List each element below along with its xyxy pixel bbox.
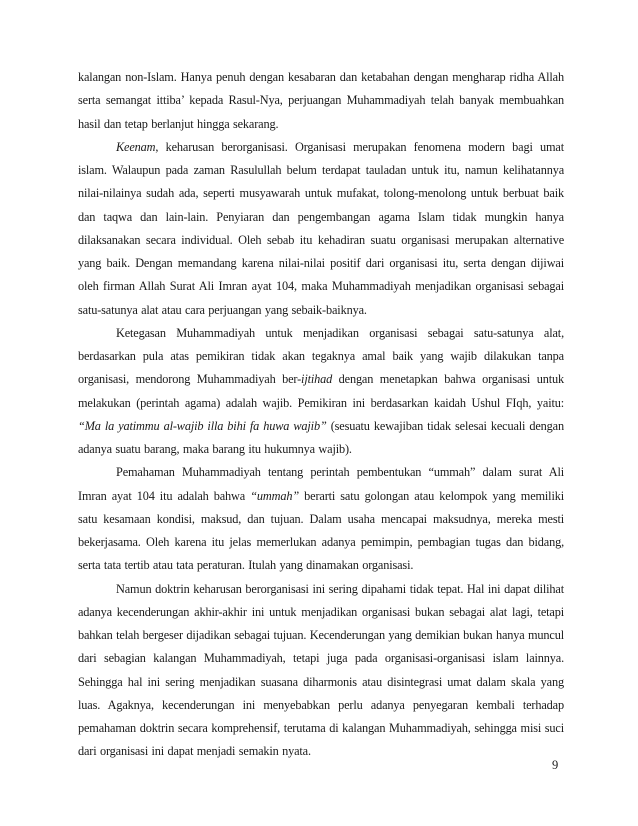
italic-quote: “Ma la yatimmu al-wajib illa bihi fa huwa wajib”: [78, 418, 327, 433]
text-segment: Ketegasan Muhammadiyah untuk menjadikan organisasi sebagai satu-satunya alat, berdasarkan pula atas pemikiran tidak akan tegaknya amal baik yang wajib dilakukan tanpa organisasi, mendorong Muhammadiyah ber-: [78, 325, 564, 387]
italic-term: ijtihad: [301, 372, 333, 387]
paragraph: [78, 578, 564, 764]
paragraph: [78, 461, 564, 577]
italic-term: Keenam: [116, 139, 156, 154]
page-number: 9: [552, 758, 559, 772]
text-segment: kalangan non-Islam. Hanya penuh dengan kesabaran dan ketabahan dengan mengharap ridha Allah serta semangat ittiba’ kepada Rasul-Nya, perjuangan Muhammadiyah telah banyak membuahkan hasil dan tetap berlanjut hingga sekarang.: [78, 70, 564, 131]
text-segment: dengan menetapkan bahwa organisasi untuk melakukan (perintah agama) adalah wajib. Pemikiran ini berdasarkan kaidah Ushul FIqh, yaitu:: [78, 372, 564, 410]
text-segment: (sesuatu kewajiban tidak selesai kecuali dengan adanya suatu barang, maka barang itu hukumnya wajib).: [78, 418, 564, 456]
body-text: [78, 66, 564, 764]
paragraph: [78, 66, 564, 136]
paragraph: [78, 136, 564, 322]
text-segment: Namun doktrin keharusan berorganisasi ini sering dipahami tidak tepat. Hal ini dapat dilihat adanya kecenderungan akhir-akhir ini untuk menjadikan organisasi bukan sebagai alat lagi, tetapi bahkan telah bergeser dijadikan sebagai tujuan. Kecenderungan yang demikian bukan hanya muncul dari sebagian kalangan Muhammadiyah, tetapi juga pada organisasi-organisasi islam lainnya. Sehingga hal ini sering menjadikan suasana diharmonis atau disintegrasi umat dalam skala yang luas. Agaknya, kecenderungan ini menyebabkan perlu adanya penyegaran kembali terhadap pemahaman doktrin secara komprehensif, terutama di kalangan Muhammadiyah, sehingga misi suci dari organisasi ini dapat menjadi semakin nyata.: [78, 581, 564, 759]
text-segment: , keharusan berorganisasi. Organisasi merupakan fenomena modern bagi umat islam. Walaupun pada zaman Rasulullah belum terdapat tauladan untuk itu, namun kelihatannya nilai-nilainya sudah ada, seperti musyawarah untuk mufakat, tolong-menolong untuk berbuat baik dan taqwa dan lain-lain. Penyiaran dan pengembangan agama Islam tidak mungkin hanya dilaksanakan secara individual. Oleh sebab itu kehadiran suatu organisasi merupakan alternative yang baik. Dengan memandang karena nilai-nilai positif dari organisasi itu, serta dengan dijiwai oleh firman Allah Surat Ali Imran ayat 104, maka Muhammadiyah menjadikan organisasi sebagai satu-satunya alat atau cara perjuangan yang sebaik-baiknya.: [78, 139, 564, 317]
text-segment: berarti satu golongan atau kelompok yang memiliki satu kesamaan kondisi, maksud, dan tujuan. Dalam usaha mencapai maksudnya, mereka mesti bekerjasama. Oleh karena itu jelas memerlukan adanya pemimpin, pembagian tugas dan bidang, serta tata tertib atau tata peraturan. Itulah yang dinamakan organisasi.: [78, 488, 564, 573]
italic-term: “ummah”: [250, 488, 300, 503]
paragraph: [78, 322, 564, 462]
text-segment: Pemahaman Muhammadiyah tentang perintah pembentukan “ummah” dalam surat Ali Imran ayat 104 itu adalah bahwa: [78, 465, 564, 503]
